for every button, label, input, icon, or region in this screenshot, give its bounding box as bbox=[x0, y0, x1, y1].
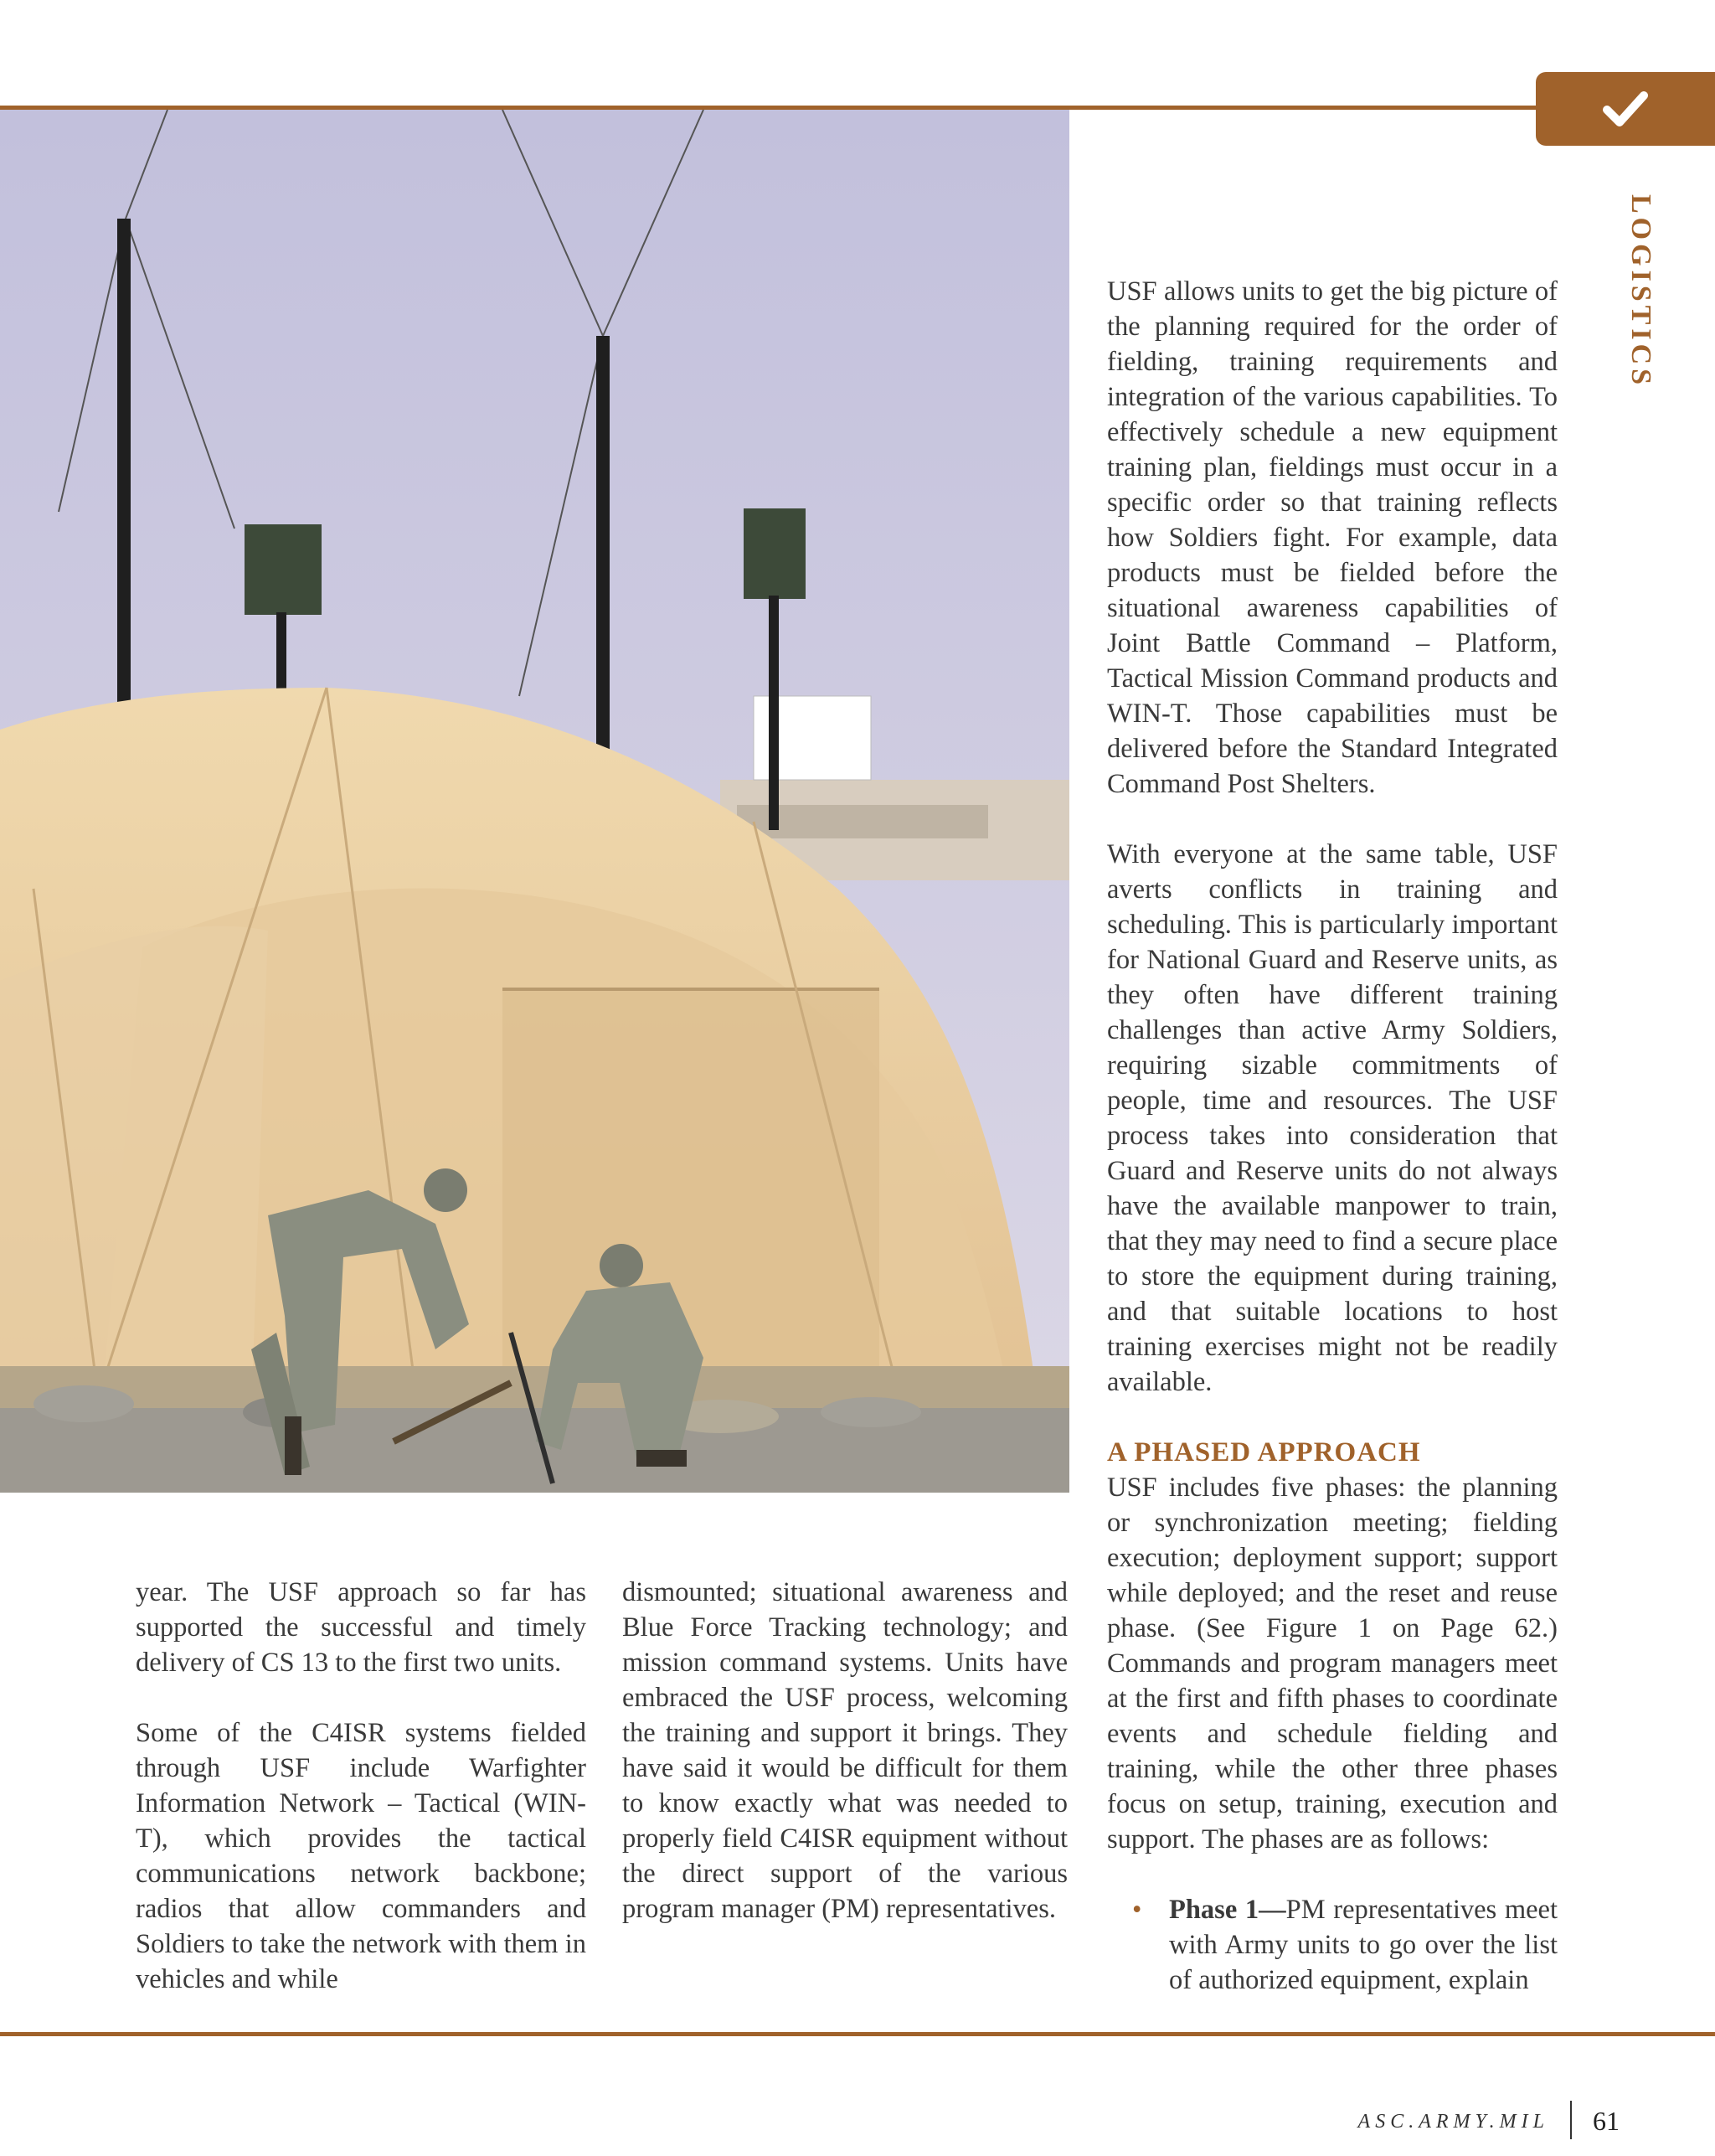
footer-separator bbox=[1570, 2101, 1572, 2139]
paragraph: dismounted; situational awareness and Blue Force Tracking technology; and mission command systems. Units have embraced the USF process, welcoming the training and support it brings. They have said it would be difficult for them to know exactly what was needed to properly field C4ISR equipment without the direct support of the various program manager (PM) representatives. bbox=[622, 1577, 1068, 1924]
left-column-a bbox=[136, 1575, 586, 1997]
paragraph: With everyone at the same table, USF averts conflicts in training and scheduling. This is particularly important for National Guard and Reserve units, as they often have different training challenges than active Army Soldiers, requiring sizable commitments of people, time and resources. The USF process takes into consideration that Guard and Reserve units do not always have the available manpower to train, that they may need to find a secure place to store the equipment during training, and that suitable locations to host training exercises might not be readily available. bbox=[1107, 839, 1558, 1397]
bullet-dot: • bbox=[1132, 1895, 1142, 1925]
bullet-text: PM representatives meet with Army units to go over the list of authorized equipment, explain bbox=[1169, 1895, 1558, 1995]
bottom-rule bbox=[0, 2032, 1715, 2036]
section-tab bbox=[1536, 72, 1715, 146]
footer-url: ASC.ARMY.MIL bbox=[1357, 2111, 1549, 2133]
left-column-b bbox=[622, 1575, 1068, 1926]
bullet-title: Phase 1— bbox=[1169, 1895, 1286, 1925]
page-number: 61 bbox=[1593, 2106, 1620, 2136]
paragraph: Some of the C4ISR systems fielded through USF include Warfighter Information Network – Tactical (WIN-T), which provides the tactical communications network backbone; radios that allow commanders and Soldiers to take the network with them in vehicles and while bbox=[136, 1718, 586, 1994]
paragraph: USF includes five phases: the planning or synchronization meeting; fielding execution; deployment support; support while deployed; and the reset and reuse phase. (See Figure 1 on Page 62.) Commands and program managers meet at the first and fifth phases to coordinate events and schedule fielding and training, while the other three phases focus on setup, training, execution and support. The phases are as follows: bbox=[1107, 1473, 1558, 1854]
bullet-item bbox=[1107, 1892, 1558, 1998]
section-label: LOGISTICS bbox=[1625, 194, 1656, 389]
section-heading: A PHASED APPROACH bbox=[1107, 1437, 1421, 1467]
photo-illustration bbox=[0, 110, 1069, 1493]
paragraph: year. The USF approach so far has supported the successful and timely delivery of CS 13 to the first two units. bbox=[136, 1577, 586, 1678]
checkmark-icon bbox=[1599, 82, 1652, 136]
paragraph: USF allows units to get the big picture of the planning required for the order of fielding, training requirements and integration of the various capabilities. To effectively schedule a new equipment training plan, fieldings must occur in a specific order so that training reflects how Soldiers fight. For example, data products must be fielded before the situational awareness capabilities of Joint Battle Command – Platform, Tactical Mission Command products and WIN-T. Those capabilities must be delivered before the Standard Integrated Command Post Shelters. bbox=[1107, 276, 1558, 799]
photo bbox=[0, 110, 1069, 1493]
right-column bbox=[1107, 274, 1558, 1998]
